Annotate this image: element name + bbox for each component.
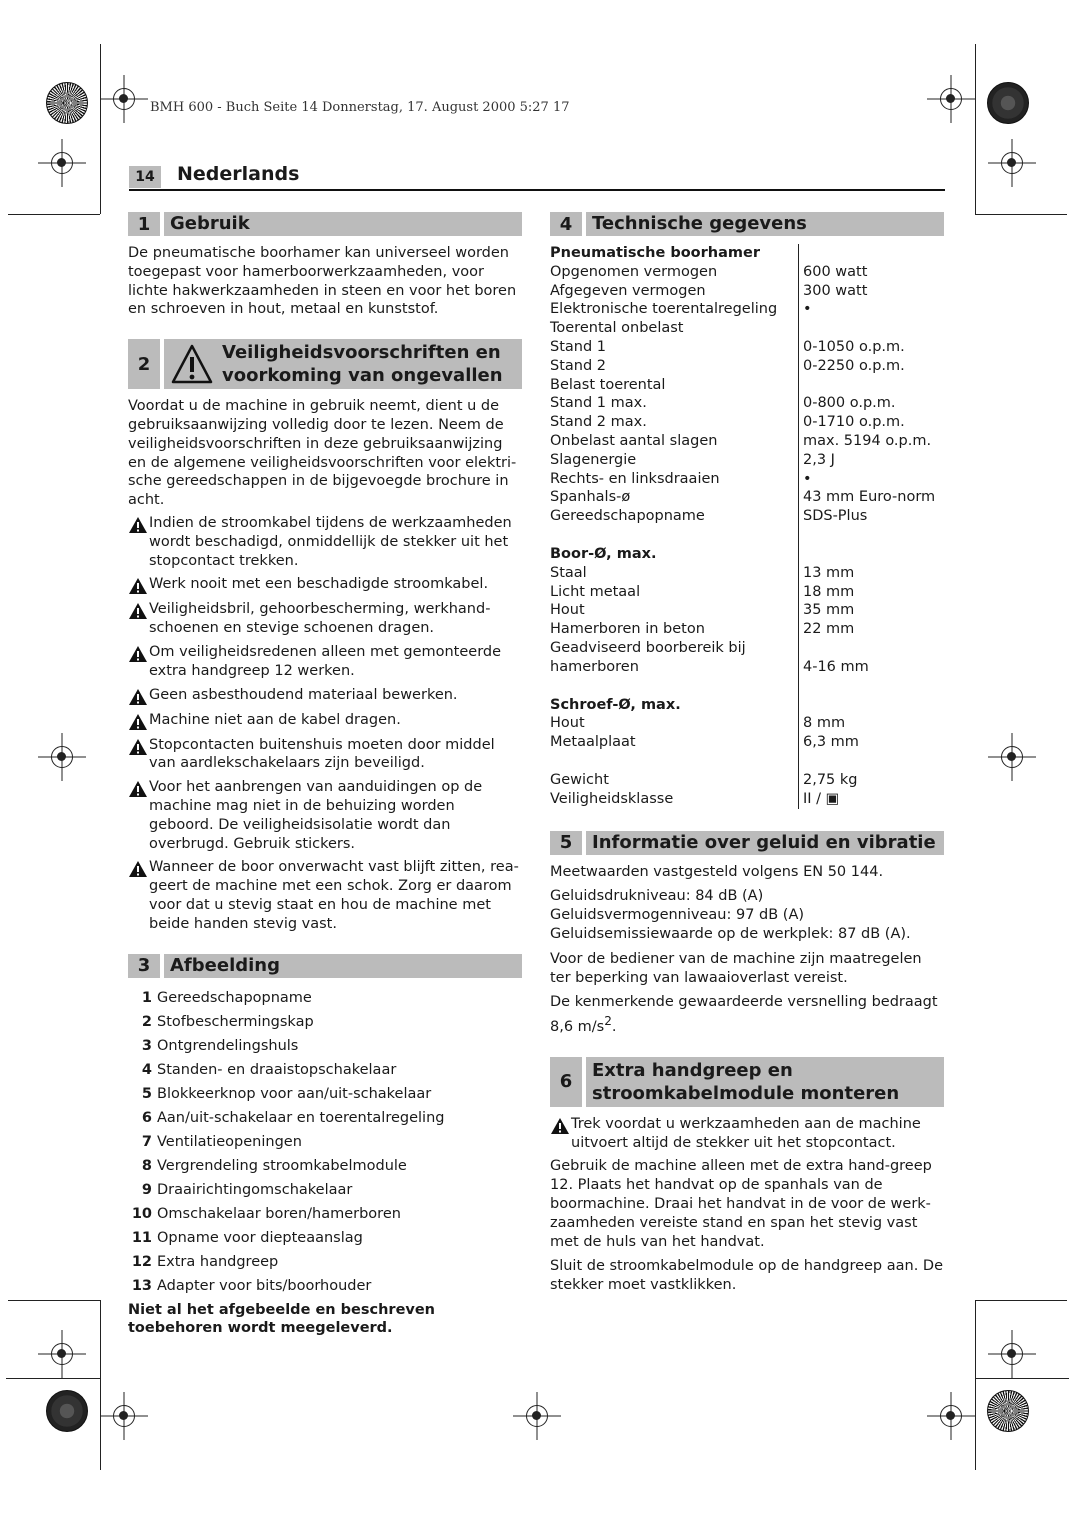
registration-disc	[987, 1390, 1029, 1432]
warning-icon	[128, 516, 148, 534]
spec-value: 2,3 J	[803, 451, 835, 468]
legend-number: 1	[141, 989, 152, 1006]
section-number: 2	[128, 339, 160, 389]
legend-item	[128, 1130, 522, 1154]
spec-label: Hout	[550, 715, 585, 732]
legend-item	[128, 1058, 522, 1082]
table-group-heading	[550, 244, 944, 263]
crop-line	[975, 1300, 1067, 1301]
section-title-line: Extra handgreep en	[592, 1059, 793, 1081]
section-6-text-1: Gebruik de machine alleen met de extra hand-greep 12. Plaats het handvat op de spanhals van de boormachine. Draai het handvat in de voor de werk-zaamheden vereiste stand en span het stevig vast met de huls van het handvat.	[550, 1158, 932, 1250]
legend-item	[128, 1226, 522, 1250]
crosshair-mark	[1001, 746, 1023, 768]
spec-label: Pneumatische boorhamer	[550, 245, 760, 261]
spec-label: Licht metaal	[550, 583, 641, 600]
spec-value: 0-2250 o.p.m.	[803, 357, 905, 374]
spec-label: Stand 2	[550, 357, 607, 374]
spec-label: Metaalplaat	[550, 734, 636, 751]
spec-value: •	[803, 301, 812, 318]
section-title: Informatie over geluid en vibratie	[586, 831, 944, 855]
spec-label: Veiligheidsklasse	[550, 790, 674, 807]
legend-label: Stofbeschermingskap	[157, 1013, 314, 1030]
crosshair-mark	[526, 1405, 548, 1427]
table-row	[550, 790, 944, 809]
legend-item	[128, 1154, 522, 1178]
page-language: Nederlands	[177, 163, 300, 185]
spec-value	[803, 376, 944, 395]
legend-label: Aan/uit-schakelaar en toerentalregeling	[157, 1109, 445, 1126]
spec-value: 6,3 mm	[803, 734, 859, 751]
legend-label: Extra handgreep	[157, 1253, 279, 1270]
warning-icon	[550, 1117, 570, 1135]
spec-label: Hout	[550, 602, 585, 619]
table-row	[550, 338, 944, 357]
warning-item	[128, 711, 522, 731]
table-divider	[798, 244, 799, 809]
workplace-emission: Geluidsemissiewaarde op de werkplek: 87 dB (A).	[550, 925, 911, 942]
spec-label: Gereedschapopname	[550, 508, 705, 525]
table-group-heading	[550, 696, 944, 715]
warning-text: Trek voordat u werkzaamheden aan de machine uitvoert altijd de stekker uit het stopcontact.	[571, 1115, 921, 1151]
warning-item	[128, 778, 522, 853]
spec-value: 43 mm Euro-norm	[803, 489, 936, 506]
legend-number: 11	[131, 1229, 152, 1246]
section-1-text: De pneumatische boorhamer kan universeel worden toegepast voor hamerboorwerkzaamheden, voor lichte hakwerkzaamheden in steen en voor het boren en schroeven in hout, metaal en kunststof.	[128, 245, 517, 318]
legend-item	[128, 1178, 522, 1202]
crop-line	[8, 1300, 100, 1301]
table-row	[550, 507, 944, 526]
crop-line	[100, 1300, 101, 1470]
spec-value: 35 mm	[803, 602, 855, 619]
noise-values	[550, 887, 944, 943]
legend-item	[128, 1010, 522, 1034]
legend-number: 3	[141, 1037, 152, 1054]
spec-value: 0-1050 o.p.m.	[803, 338, 905, 355]
crosshair-mark	[113, 88, 135, 110]
spec-value: 0-1710 o.p.m.	[803, 414, 905, 431]
warning-text: Geen asbesthoudend materiaal bewerken.	[149, 686, 458, 703]
sound-power-level: Geluidsvermogenniveau: 97 dB (A)	[550, 907, 805, 924]
warning-list	[128, 514, 522, 934]
legend-item	[128, 1106, 522, 1130]
warning-icon	[128, 738, 148, 756]
section-6-header	[550, 1057, 944, 1107]
legend-label: Standen- en draaistopschakelaar	[157, 1061, 397, 1078]
legend-number: 6	[141, 1109, 152, 1126]
crosshair-mark	[51, 746, 73, 768]
warning-text: Machine niet aan de kabel dragen.	[149, 711, 401, 728]
legend-number: 13	[131, 1277, 152, 1294]
table-row	[550, 601, 944, 620]
warning-icon	[128, 780, 148, 798]
warning-text: Wanneer de boor onverwacht vast blijft zitten, rea-geert de machine met een schok. Zorg er daarom voor dat u stevig staat en hou de machine met beide handen stevig vast.	[149, 859, 519, 932]
accessories-note: Niet al het afgebeelde en beschreven toebehoren wordt meegeleverd.	[128, 1301, 436, 1337]
spec-label: Gewicht	[550, 771, 609, 788]
legend-label: Ontgrendelingshuls	[157, 1037, 299, 1054]
spec-value: 4-16 mm	[803, 658, 869, 675]
table-row	[550, 658, 944, 677]
vibration-text: De kenmerkende gewaardeerde versnelling bedraagt 8,6 m/s	[550, 994, 938, 1035]
spec-value	[803, 639, 944, 658]
crop-line	[975, 1378, 1069, 1379]
legend-number: 2	[141, 1013, 152, 1030]
warning-icon	[128, 688, 148, 706]
table-row	[550, 432, 944, 451]
warning-item	[128, 686, 522, 706]
section-2-header	[128, 339, 522, 389]
spec-label: Stand 1 max.	[550, 395, 647, 412]
section-title-line: stroomkabelmodule monteren	[592, 1082, 900, 1104]
warning-icon	[128, 645, 148, 663]
crosshair-mark	[1001, 152, 1023, 174]
vibration-value	[550, 993, 944, 1036]
legend-number: 12	[131, 1253, 152, 1270]
section-2-intro: Voordat u de machine in gebruik neemt, dient u de gebruiksaanwijzing volledig door te lezen. Neem de veiligheidsvoorschriften in deze gebruiksaanwijzing en de algemene veiligheidsvoorschriften voor elektri-sche gereedschappen in de bijgevoegde brochure in acht.	[128, 398, 517, 509]
table-group-heading	[550, 545, 944, 564]
page-header	[129, 163, 945, 191]
spec-value: 0-800 o.p.m.	[803, 395, 896, 412]
crop-line	[975, 214, 1067, 215]
table-row	[550, 394, 944, 413]
legend-item	[128, 1250, 522, 1274]
warning-item	[128, 736, 522, 774]
table-row	[550, 771, 944, 790]
spec-value: SDS-Plus	[803, 508, 868, 525]
print-header: BMH 600 - Buch Seite 14 Donnerstag, 17. August 2000 5:27 17	[150, 100, 570, 115]
crosshair-mark	[51, 152, 73, 174]
legend-label: Draairichtingomschakelaar	[157, 1181, 353, 1198]
table-row	[550, 639, 944, 658]
spec-label: Slagenergie	[550, 451, 637, 468]
spec-value	[803, 696, 944, 715]
table-row	[550, 319, 944, 338]
table-row	[550, 357, 944, 376]
crop-line	[975, 1300, 976, 1470]
spec-label: Onbelast aantal slagen	[550, 432, 718, 449]
spec-label: Stand 2 max.	[550, 414, 647, 431]
legend-number: 4	[141, 1061, 152, 1078]
warning-text: Om veiligheidsredenen alleen met gemonteerde extra handgreep 12 werken.	[149, 643, 502, 679]
section-6-text-2: Sluit de stroomkabelmodule op de handgreep aan. De stekker moet vastklikken.	[550, 1258, 944, 1294]
spec-value: 22 mm	[803, 621, 855, 638]
table-row	[550, 714, 944, 733]
spec-value: max. 5194 o.p.m.	[803, 432, 932, 449]
table-row	[550, 282, 944, 301]
sound-pressure-level: Geluidsdrukniveau: 84 dB (A)	[550, 888, 764, 905]
page-number: 14	[129, 166, 161, 188]
spec-label: Stand 1	[550, 338, 607, 355]
section-title: Gebruik	[164, 212, 522, 236]
warning-item	[128, 514, 522, 570]
crop-line	[8, 214, 100, 215]
noise-measures: Voor de bediener van de machine zijn maatregelen ter beperking van lawaaioverlast vereist.	[550, 950, 922, 986]
warning-item	[128, 600, 522, 638]
section-number: 3	[128, 954, 160, 978]
section-number: 4	[550, 212, 582, 236]
spec-value: 18 mm	[803, 583, 855, 600]
section-4-header	[550, 212, 944, 236]
warning-icon	[128, 860, 148, 878]
crosshair-mark	[1001, 1343, 1023, 1365]
warning-text: Stopcontacten buitenshuis moeten door middel van aardlekschakelaars zijn beveiligd.	[149, 736, 495, 772]
section-title-line: voorkoming van ongevallen	[222, 365, 503, 387]
crosshair-mark	[51, 1343, 73, 1365]
table-row	[550, 470, 944, 489]
crosshair-mark	[113, 1405, 135, 1427]
spec-label: Geadviseerd boorbereik bij	[550, 639, 746, 656]
section-number: 5	[550, 831, 582, 855]
warning-item	[128, 575, 522, 595]
warning-item	[128, 643, 522, 681]
legend-item	[128, 1082, 522, 1106]
legend-item	[128, 986, 522, 1010]
legend-label: Gereedschapopname	[157, 989, 312, 1006]
crop-line	[6, 1378, 100, 1379]
warning-icon	[128, 713, 148, 731]
legend-item	[128, 1202, 522, 1226]
section-title: Afbeelding	[164, 954, 522, 978]
section-title	[164, 339, 522, 389]
section-number: 1	[128, 212, 160, 236]
legend-number: 8	[141, 1157, 152, 1174]
warning-text: Voor het aanbrengen van aanduidingen op de machine mag niet in de behuizing worden geboord. De veiligheidsisolatie wordt dan overbrugd. Gebruik stickers.	[149, 779, 483, 852]
spec-label: Opgenomen vermogen	[550, 263, 718, 280]
figure-legend-list	[128, 986, 522, 1298]
section-5-header	[550, 831, 944, 855]
warning-text: Veiligheidsbril, gehoorbescherming, werkhand-schoenen en stevige schoenen dragen.	[149, 601, 491, 637]
spec-value: 13 mm	[803, 564, 855, 581]
section-title	[586, 1057, 944, 1107]
crosshair-mark	[940, 88, 962, 110]
table-row	[550, 733, 944, 752]
spec-value: •	[803, 470, 812, 487]
registration-disc	[46, 82, 88, 124]
section-number: 6	[550, 1057, 582, 1107]
warning-text: Indien de stroomkabel tijdens de werkzaamheden wordt beschadigd, onmiddellijk de stekker uit het stopcontact trekken.	[149, 514, 512, 569]
warning-triangle-icon	[170, 343, 214, 385]
legend-number: 5	[141, 1085, 152, 1102]
spec-label: Schroef-Ø, max.	[550, 696, 681, 713]
spec-label: Boor-Ø, max.	[550, 545, 657, 562]
section-title-line: Veiligheidsvoorschriften en	[222, 342, 501, 364]
table-spacer	[550, 752, 944, 771]
left-column	[128, 212, 522, 1342]
legend-item	[128, 1274, 522, 1298]
legend-label: Adapter voor bits/boorhouder	[157, 1277, 372, 1294]
table-row	[550, 413, 944, 432]
legend-number: 10	[131, 1205, 152, 1222]
spec-label: Belast toerental	[550, 376, 666, 393]
legend-label: Opname voor diepteaanslag	[157, 1229, 363, 1246]
warning-icon	[128, 577, 148, 595]
spec-label: Toerental onbelast	[550, 320, 684, 337]
table-row	[550, 488, 944, 507]
table-row	[550, 451, 944, 470]
vibration-period: .	[611, 1018, 617, 1035]
legend-item	[128, 1034, 522, 1058]
crop-line	[100, 44, 101, 214]
spec-value	[803, 244, 944, 263]
spec-label: Spanhals-ø	[550, 489, 631, 506]
warning-item	[128, 858, 522, 933]
table-spacer	[550, 526, 944, 545]
spec-label: Elektronische toerentalregeling	[550, 301, 778, 318]
table-row	[550, 376, 944, 395]
spec-value: 300 watt	[803, 282, 868, 299]
spec-label: hamerboren	[550, 658, 639, 675]
table-spacer	[550, 677, 944, 696]
registration-disc	[46, 1390, 88, 1432]
spec-value: 600 watt	[803, 263, 868, 280]
legend-number: 7	[141, 1133, 152, 1150]
warning-icon	[128, 602, 148, 620]
spec-value: II / ▣	[803, 790, 840, 807]
legend-label: Omschakelaar boren/hamerboren	[157, 1205, 401, 1222]
legend-label: Blokkeerknop voor aan/uit-schakelaar	[157, 1085, 432, 1102]
noise-standard: Meetwaarden vastgesteld volgens EN 50 144.	[550, 863, 884, 880]
registration-disc	[987, 82, 1029, 124]
table-row	[550, 564, 944, 583]
spec-label: Hamerboren in beton	[550, 621, 705, 638]
spec-value	[803, 545, 944, 564]
spec-value: 8 mm	[803, 715, 846, 732]
right-column	[550, 212, 944, 1299]
crop-line	[975, 44, 976, 214]
table-row	[550, 300, 944, 319]
warning-text: Werk nooit met een beschadigde stroomkabel.	[149, 576, 489, 593]
technical-data-table	[550, 244, 944, 809]
spec-label: Afgegeven vermogen	[550, 282, 706, 299]
table-row	[550, 583, 944, 602]
crosshair-mark	[940, 1405, 962, 1427]
section-1-header	[128, 212, 522, 236]
legend-label: Ventilatieopeningen	[157, 1133, 302, 1150]
vibration-exponent: 2	[604, 1014, 612, 1029]
table-row	[550, 263, 944, 282]
section-title: Technische gegevens	[586, 212, 944, 236]
legend-label: Vergrendeling stroomkabelmodule	[157, 1157, 407, 1174]
spec-value	[803, 319, 944, 338]
section-3-header	[128, 954, 522, 978]
spec-value: 2,75 kg	[803, 771, 858, 788]
table-row	[550, 620, 944, 639]
spec-label: Staal	[550, 564, 587, 581]
legend-number: 9	[141, 1181, 152, 1198]
spec-label: Rechts- en linksdraaien	[550, 470, 720, 487]
warning-item	[550, 1115, 944, 1153]
